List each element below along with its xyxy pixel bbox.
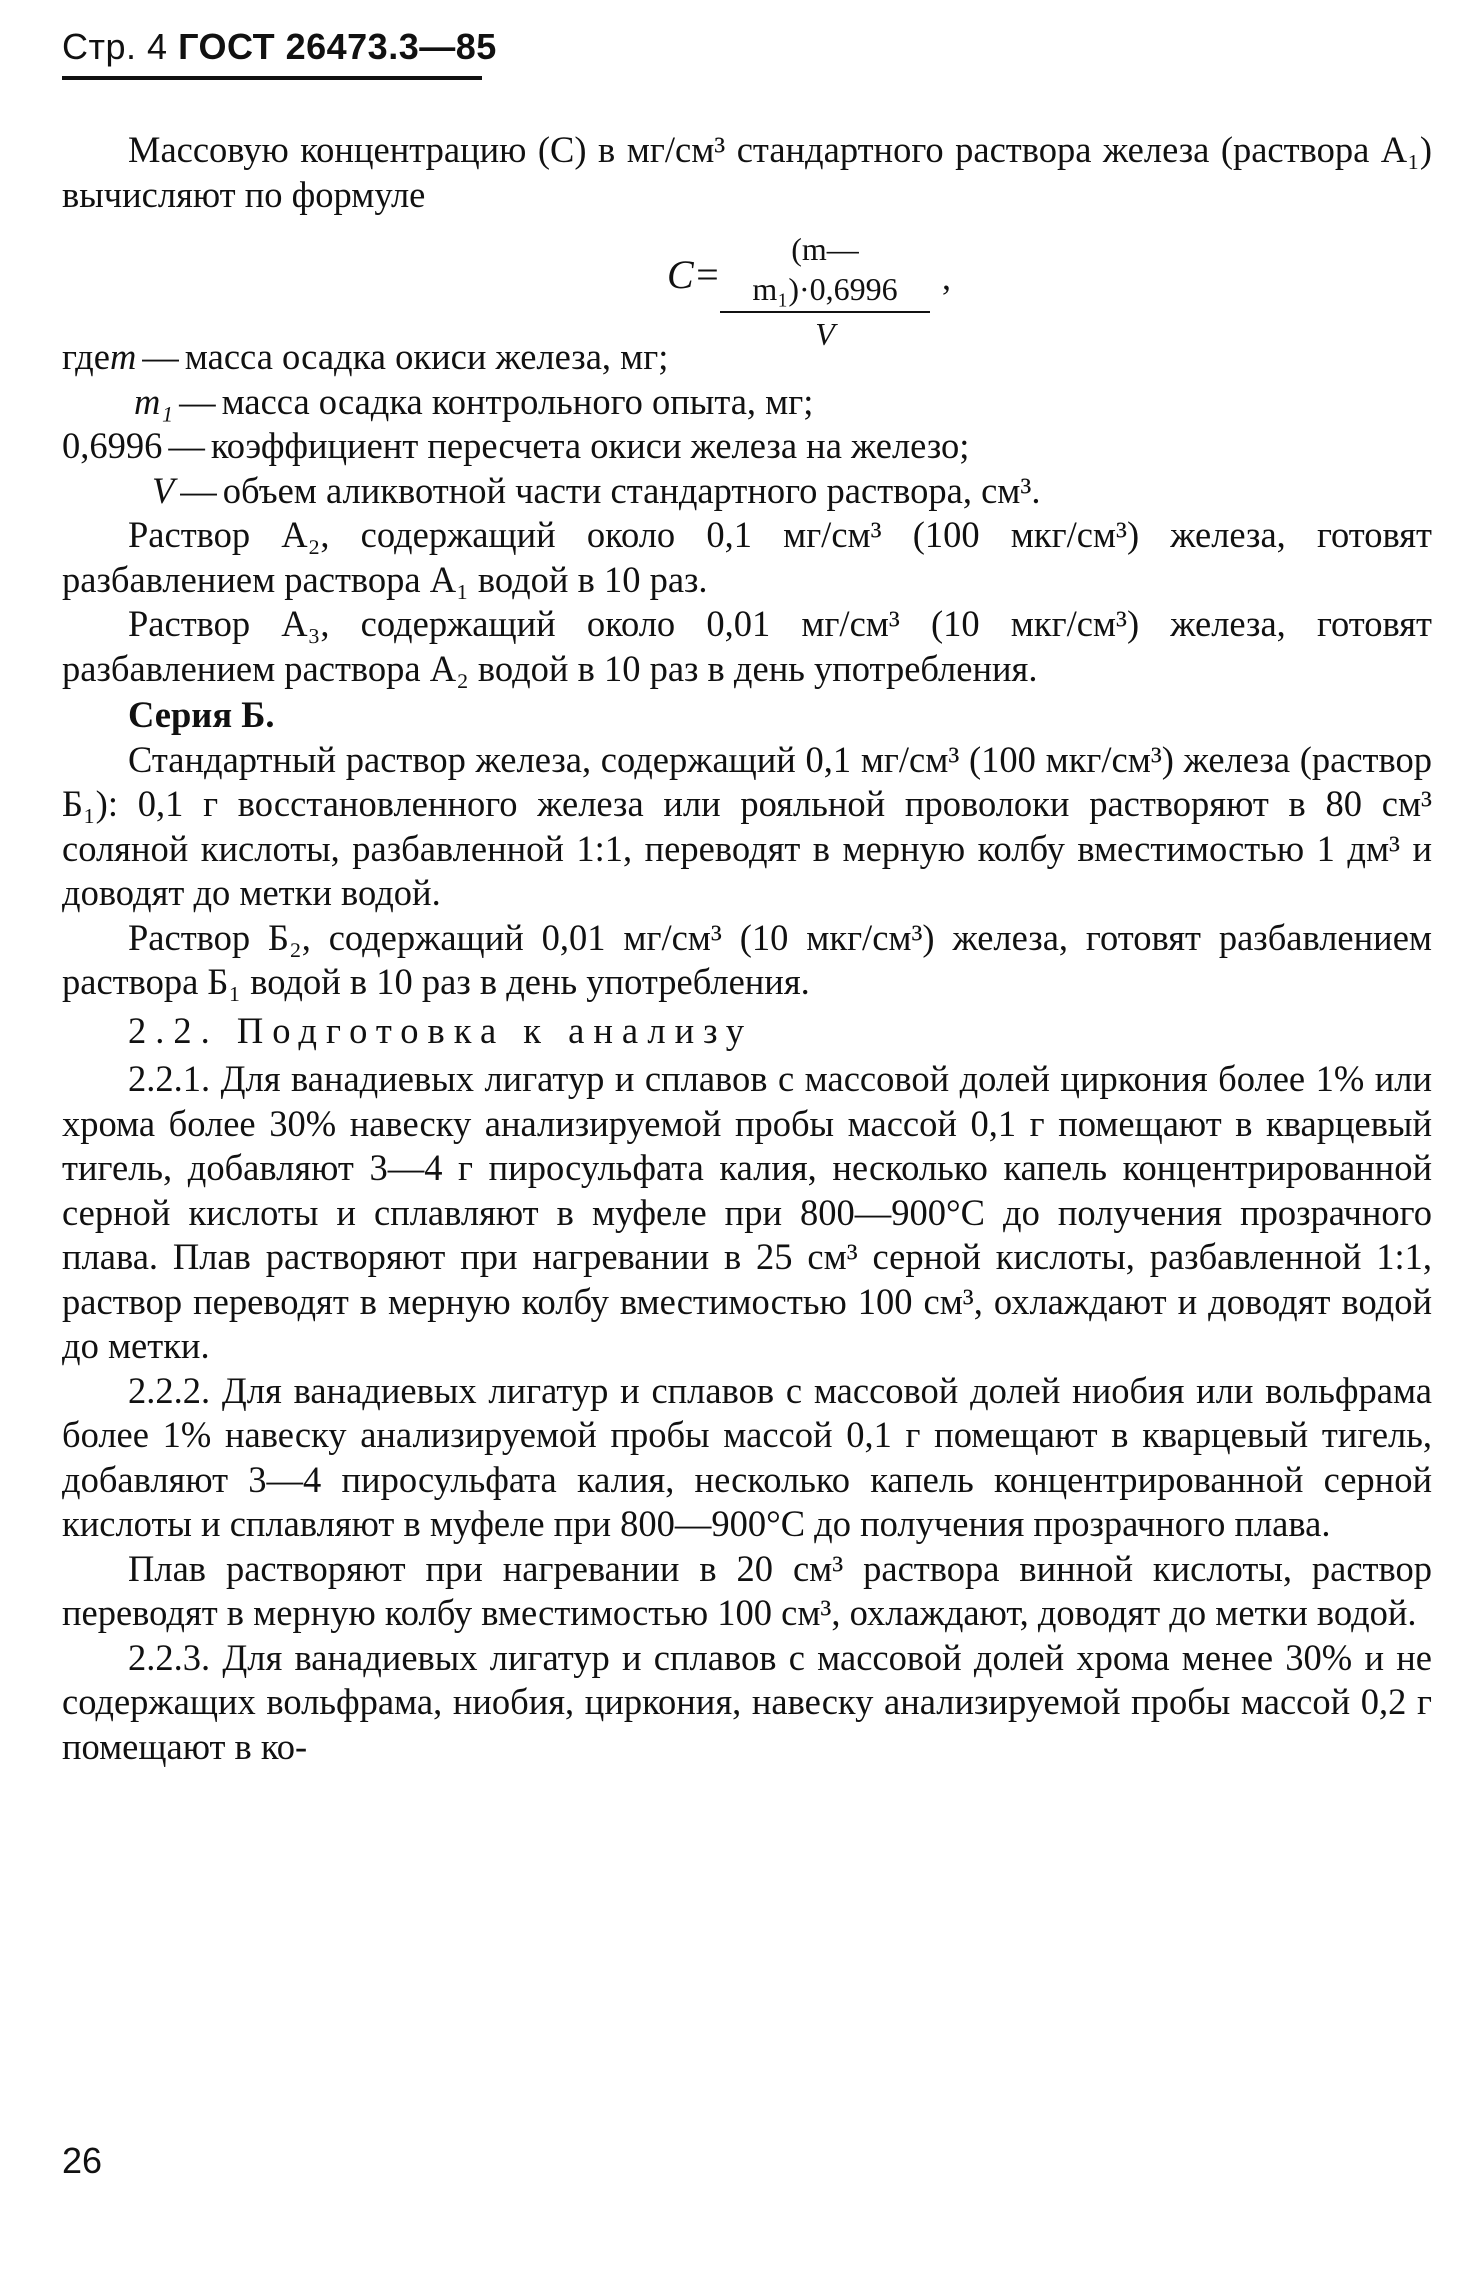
formula-definitions	[62, 335, 1432, 513]
definition-symbol: m₁	[134, 380, 174, 422]
definition-row	[62, 469, 1432, 514]
concentration-formula	[62, 217, 1432, 352]
definition-text: коэффициент пересчета окиси железа на железо;	[210, 425, 970, 466]
paragraph-solution-a3: Раствор А₃, содержащий около 0,01 мг/см³ (10 мкг/см³) железа, готовят разбавлением раствора А₂ водой в 10 раз в день употребления.	[62, 603, 1432, 689]
definition-dash: —	[142, 336, 179, 377]
page-header	[62, 26, 497, 68]
page-label: Стр. 4	[62, 26, 168, 67]
paragraph-2-2-2: 2.2.2. Для ванадиевых лигатур и сплавов с массовой долей ниобия или вольфрама более 1% навеску анализируемой пробы массой 0,1 г помещают в кварцевый тигель, добавляют 3—4 пиросульфата калия, несколько капель концентрированной серной кислоты и сплавляют в муфеле при 800—900°С до получения прозрачного плава.	[62, 1369, 1432, 1544]
paragraph-solution-b2: Раствор Б₂, содержащий 0,01 мг/см³ (10 мкг/см³) железа, готовят разбавлением раствора Б₁ водой в 10 раз в день употребления.	[62, 916, 1432, 1002]
formula-numerator: (m—m₁)·0,6996	[720, 229, 930, 313]
section-title: 2.2. Подготовка к анализу	[128, 1009, 754, 1051]
definition-lead: где	[62, 336, 110, 377]
paragraph-2-2-3: 2.2.3. Для ванадиевых лигатур и сплавов с массовой долей хрома менее 30% и не содержащих вольфрама, ниобия, циркония, навеску анализируемой пробы массой 0,2 г помещают в ко-	[62, 1636, 1432, 1767]
definition-symbol: m	[109, 336, 137, 377]
definition-symbol: 0,6996	[62, 425, 163, 466]
paragraph-solution-b1: Стандартный раствор железа, содержащий 0,1 мг/см³ (100 мкг/см³) железа (раствор Б₁): 0,1 г восстановленного железа или рояльной проволоки растворяют в 80 см³ соляной кислоты, разбавленной 1:1, переводят в мерную колбу вместимостью 1 дм³ и доводят до метки водой.	[62, 738, 1432, 913]
definition-text: объем аликвотной части стандартного раствора, см³.	[222, 469, 1041, 511]
paragraph-solution-a2: Раствор А₂, содержащий около 0,1 мг/см³ (100 мкг/см³) железа, готовят разбавлением раствора А₁ водой в 10 раз.	[62, 514, 1432, 600]
definition-dash: —	[180, 469, 217, 511]
definition-dash: —	[168, 425, 205, 466]
definition-row	[62, 380, 1432, 425]
formula-lhs: C=	[667, 252, 721, 297]
definition-dash: —	[179, 380, 216, 422]
definition-text: масса осадка контрольного опыта, мг;	[221, 380, 814, 422]
page-number: 26	[62, 2140, 103, 2181]
definition-text: масса осадка окиси железа, мг;	[184, 336, 669, 377]
formula-comma: ,	[942, 257, 951, 297]
series-b-heading: Серия Б.	[128, 694, 275, 735]
definition-symbol: V	[152, 469, 175, 511]
intro-paragraph: Массовую концентрацию (C) в мг/см³ стандартного раствора железа (раствора А₁) вычисляют по формуле	[62, 129, 1432, 215]
formula-denominator: V	[815, 316, 835, 352]
body-text	[62, 128, 1432, 1769]
paragraph-2-2-1: 2.2.1. Для ванадиевых лигатур и сплавов с массовой долей циркония более 1% или хрома более 30% навеску анализируемой пробы массой 0,1 г помещают в кварцевый тигель, добавляют 3—4 г пиросульфата калия, несколько капель концентрированной серной кислоты и сплавляют в муфеле при 800—900°С до получения прозрачного плава. Плав растворяют при нагревании в 25 см³ серной кислоты, разбавленной 1:1, раствор переводят в мерную колбу вместимостью 100 см³, охлаждают и доводят водой до метки.	[62, 1058, 1432, 1366]
paragraph-2-2-2-continued: Плав растворяют при нагревании в 20 см³ раствора винной кислоты, раствор переводят в мерную колбу вместимостью 100 см³, охлаждают, доводят до метки водой.	[62, 1547, 1432, 1633]
standard-code: ГОСТ 26473.3—85	[178, 26, 497, 67]
header-rule	[62, 76, 482, 80]
formula-fraction	[720, 229, 930, 355]
definition-row	[62, 424, 1432, 469]
